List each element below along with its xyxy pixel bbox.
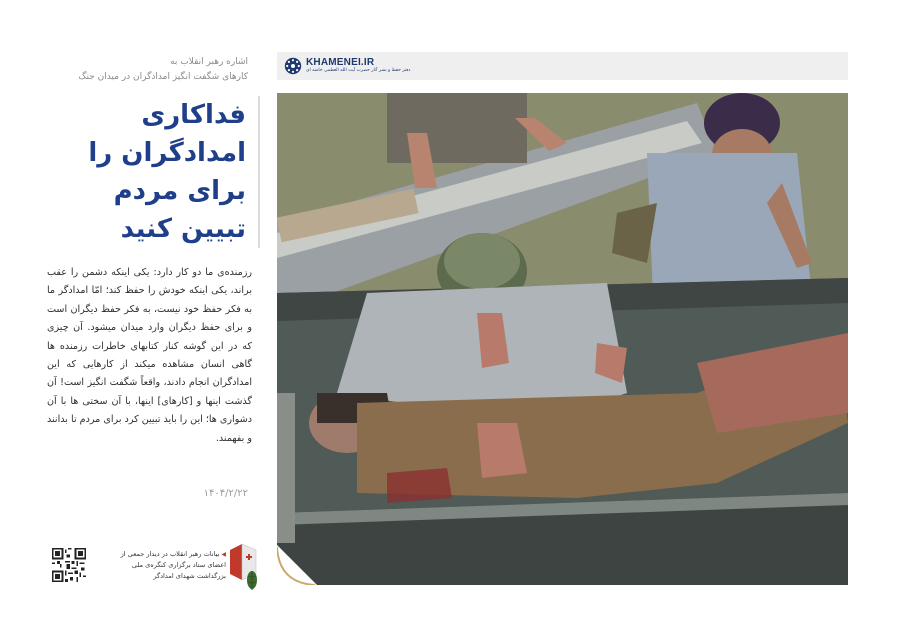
bullet-icon: ◀ (219, 551, 226, 558)
site-name: KHAMENEI.IR (306, 57, 375, 69)
site-tagline: دفتر حفظ و نشر آثار حضرت آیت الله العظمی خامنه ای (306, 68, 411, 74)
headline-line: برای مردم (113, 176, 246, 206)
quote-body: رزمنده‌ی ما دو کار دارد: یکی اینکه دشمن را عقب براند، یکی اینکه خودش را حفظ کند؛ امّا امدادگر ما به فکر حفظ خود نیست، به فکر حفظ دیگران است و برای حفظ دیگران وارد میدان میشود. آن چیزی که در این گوشه کنار کتابهای خاطرات رزمنده ها گاهی انسان مشاهده میکند از کارهایی که این امدادگران انجام دادند، واقعاً شگفت انگیز است! آن گذشت اینها و [کارهای] اینها، با آن سختی ها با آن دشواری ها؛ این را باید تبیین کرد برای مردم تا بدانند و بفهمند. (47, 267, 252, 444)
kicker-line: اشاره رهبر انقلاب به (170, 57, 248, 67)
kicker-line: کارهای شگفت انگیز امدادگران در میدان جنگ (78, 72, 248, 82)
source-line: اعضای ستاد برگزاری کنگره‌ی ملی (131, 561, 226, 569)
headline-line: فداکاری (141, 100, 246, 130)
headline-line: امدادگران را (88, 138, 246, 168)
qr-code-icon[interactable] (52, 548, 86, 582)
headline (46, 96, 260, 248)
globe-logo-icon (284, 57, 302, 75)
site-banner (277, 52, 848, 80)
date: ۱۴۰۴/۲/۲۲ (203, 488, 248, 499)
site-logo[interactable] (284, 57, 410, 75)
war-rescue-photo (277, 93, 848, 585)
source-line: ◀ بیانات رهبر انقلاب در دیدار جمعی از (120, 550, 226, 558)
source-line: بزرگداشت شهدای امدادگر (153, 572, 226, 580)
headline-line: تبیین کنید (120, 214, 246, 244)
source-citation (116, 549, 226, 582)
kicker-text (78, 55, 248, 85)
congress-emblem-icon (226, 540, 262, 592)
main-photo (277, 93, 848, 585)
gold-corner-accent (277, 545, 317, 585)
